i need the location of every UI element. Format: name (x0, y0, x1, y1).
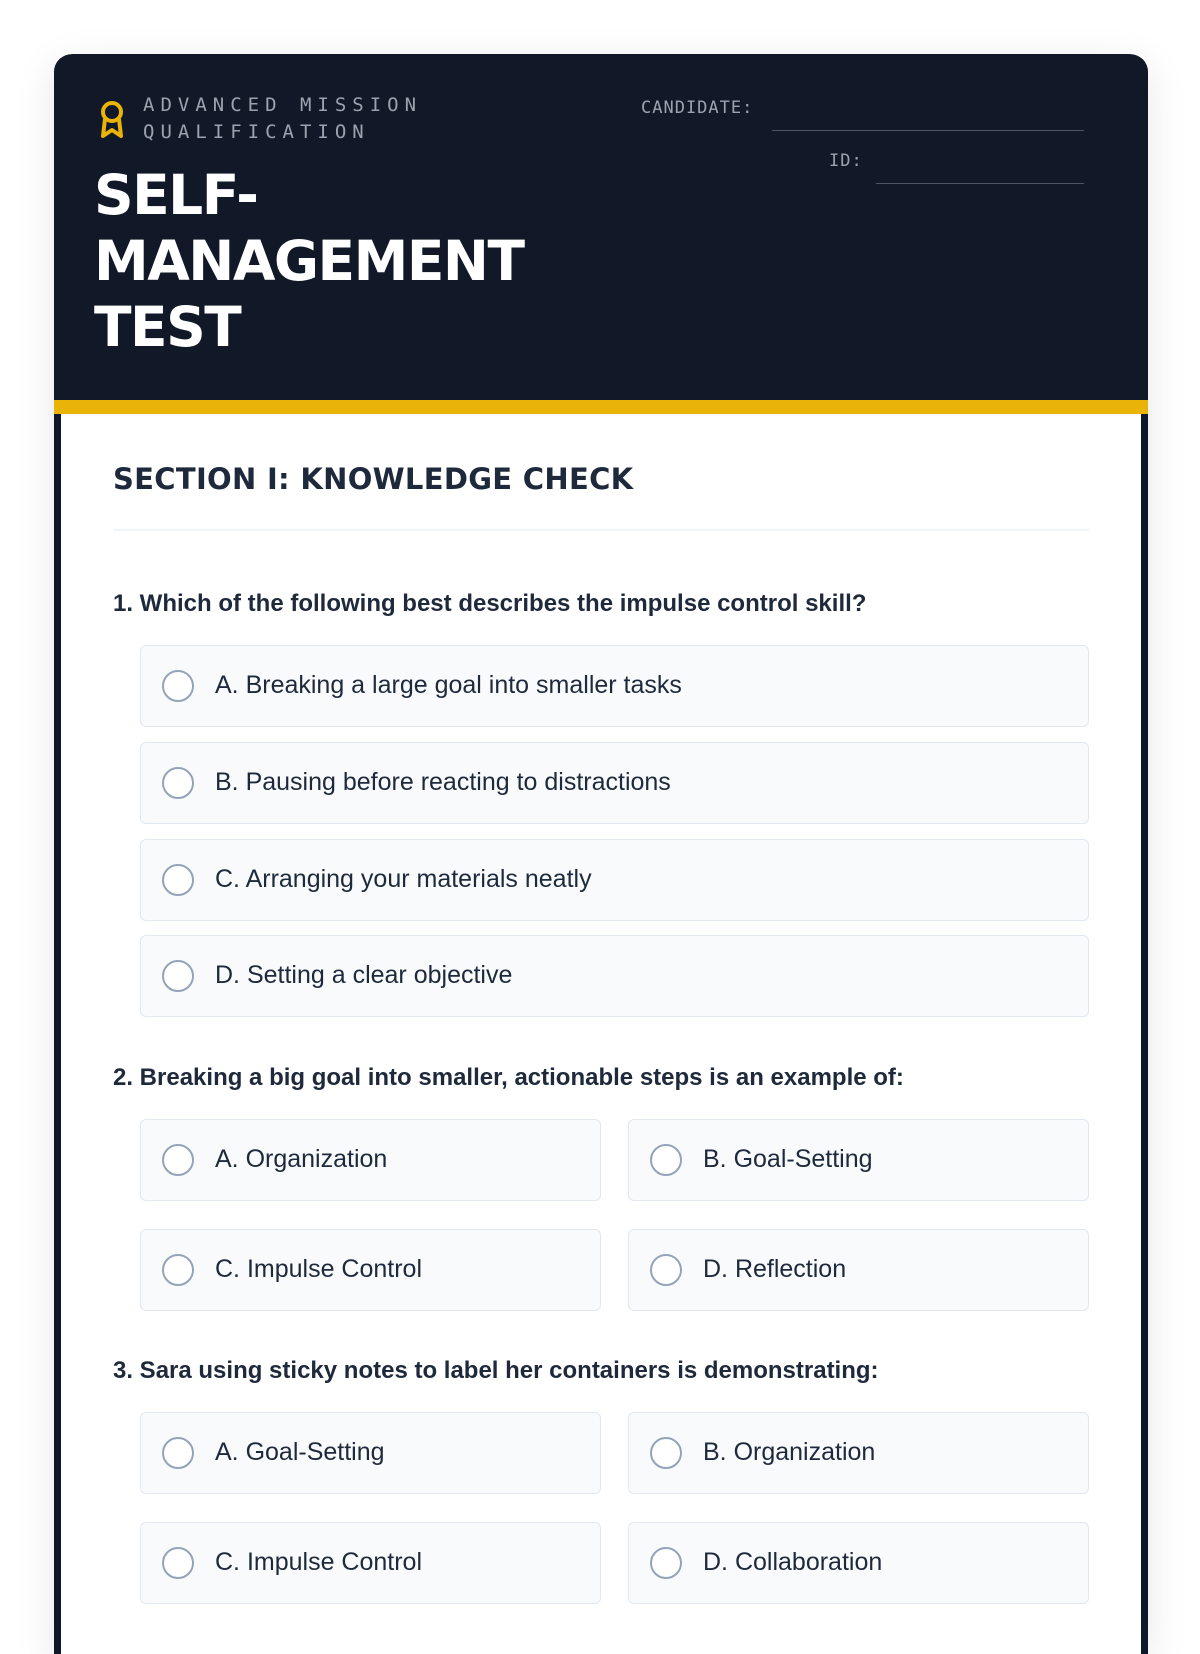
q2-option-c[interactable] (140, 1229, 601, 1311)
option-label: B. Organization (703, 1438, 876, 1466)
q2-option-d[interactable] (628, 1229, 1089, 1311)
candidate-field[interactable] (772, 130, 1084, 131)
test-card (54, 54, 1148, 1654)
q3-option-b[interactable] (628, 1412, 1089, 1494)
radio-button[interactable] (650, 1144, 682, 1176)
radio-button[interactable] (650, 1437, 682, 1469)
question-2: 2. Breaking a big goal into smaller, actionable steps is an example of: (113, 1064, 904, 1091)
q3-option-d[interactable] (628, 1522, 1089, 1604)
section-divider (113, 529, 1089, 531)
question-1: 1. Which of the following best describes the impulse control skill? (113, 590, 867, 617)
option-label: C. Impulse Control (215, 1548, 423, 1576)
candidate-label: CANDIDATE: (641, 98, 754, 118)
option-label: D. Setting a clear objective (215, 961, 513, 989)
option-label: A. Goal-Setting (215, 1438, 385, 1466)
accent-bar (54, 400, 1148, 414)
option-label: D. Reflection (703, 1255, 847, 1283)
radio-button[interactable] (162, 1144, 194, 1176)
page-title: SELF-MANAGEMENT TEST (94, 163, 524, 359)
award-ribbon-icon (98, 100, 126, 140)
option-label: B. Goal-Setting (703, 1145, 873, 1173)
option-label: C. Arranging your materials neatly (215, 865, 592, 893)
option-label: A. Breaking a large goal into smaller tasks (215, 671, 682, 699)
radio-button[interactable] (162, 767, 194, 799)
radio-button[interactable] (162, 960, 194, 992)
radio-button[interactable] (650, 1254, 682, 1286)
question-3: 3. Sara using sticky notes to label her containers is demonstrating: (113, 1357, 879, 1384)
radio-button[interactable] (162, 1437, 194, 1469)
q3-option-a[interactable] (140, 1412, 601, 1494)
q2-option-a[interactable] (140, 1119, 601, 1201)
option-label: D. Collaboration (703, 1548, 883, 1576)
q2-option-b[interactable] (628, 1119, 1089, 1201)
option-label: A. Organization (215, 1145, 388, 1173)
option-label: B. Pausing before reacting to distractions (215, 768, 671, 796)
q1-option-c[interactable] (140, 839, 1089, 921)
q1-option-a[interactable] (140, 645, 1089, 727)
q1-option-d[interactable] (140, 935, 1089, 1017)
radio-button[interactable] (162, 864, 194, 896)
radio-button[interactable] (162, 1547, 194, 1579)
option-label: C. Impulse Control (215, 1255, 423, 1283)
section-title: SECTION I: KNOWLEDGE CHECK (113, 462, 634, 496)
radio-button[interactable] (162, 1254, 194, 1286)
radio-button[interactable] (650, 1547, 682, 1579)
q3-option-c[interactable] (140, 1522, 601, 1604)
radio-button[interactable] (162, 670, 194, 702)
brand-name: ADVANCED MISSION QUALIFICATION (143, 94, 423, 143)
test-header (54, 54, 1148, 400)
q1-option-b[interactable] (140, 742, 1089, 824)
id-label: ID: (829, 151, 863, 171)
id-field[interactable] (876, 183, 1084, 184)
